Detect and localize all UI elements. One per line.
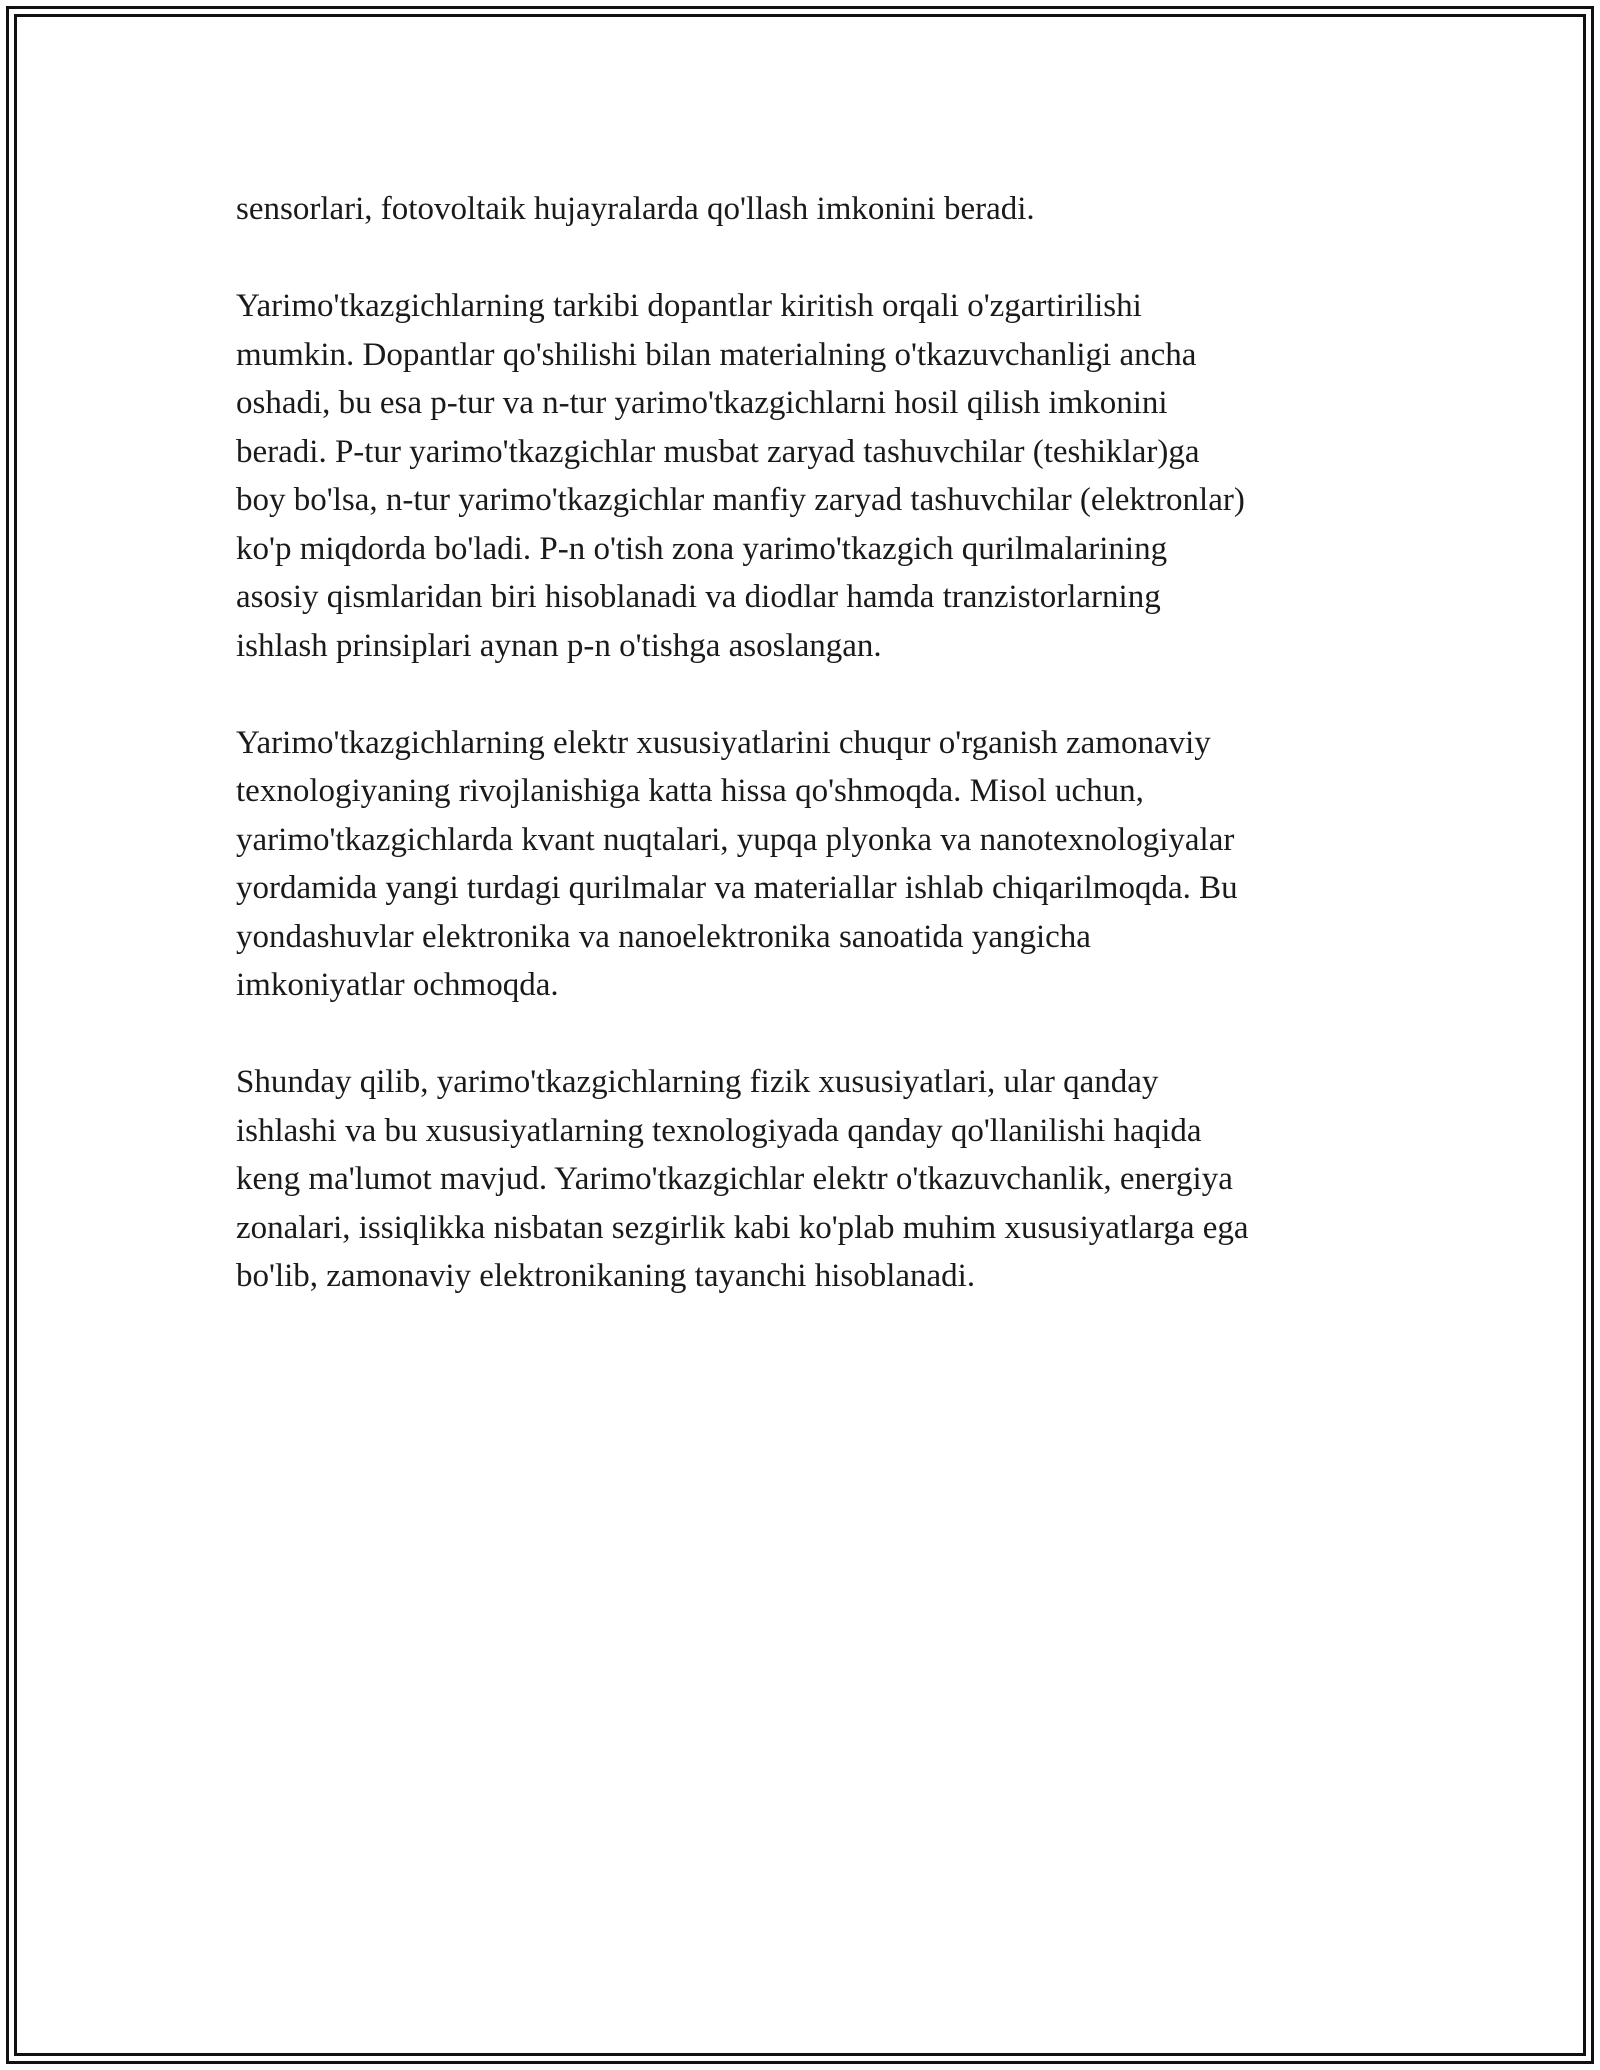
document-body (236, 185, 1376, 1349)
paragraph-4: Shunday qilib, yarimo'tkazgichlarning fizik xususiyatlari, ular qanday ishlashi va bu xususiyatlarning texnologiyada qanday qo'llanilishi haqida keng ma'lumot mavjud. Yarimo'tkazgichlar elektr o'tkazuvchanlik, energiya zonalari, issiqlikka nisbatan sezgirlik kabi ko'plab muhim xususiyatlarga ega bo'lib, zamonaviy elektronikaning tayanchi hisoblanadi. (236, 1064, 1249, 1294)
paragraph-3: Yarimo'tkazgichlarning elektr xususiyatlarini chuqur o'rganish zamonaviy texnologiyaning rivojlanishiga katta hissa qo'shmoqda. Misol uchun, yarimo'tkazgichlarda kvant nuqtalari, yupqa plyonka va nanotexnologiyalar yordamida yangi turdagi qurilmalar va materiallar ishlab chiqarilmoqda. Bu yondashuvlar elektronika va nanoelektronika sanoatida yangicha imkoniyatlar ochmoqda. (236, 724, 1238, 1003)
paragraph-2: Yarimo'tkazgichlarning tarkibi dopantlar kiritish orqali o'zgartirilishi mumkin. Dopantlar qo'shilishi bilan materialning o'tkazuvchanligi ancha oshadi, bu esa p-tur va n-tur yarimo'tkazgichlarni hosil qilish imkonini beradi. P-tur yarimo'tkazgichlar musbat zaryad tashuvchilar (teshiklar)ga boy bo'lsa, n-tur yarimo'tkazgichlar manfiy zaryad tashuvchilar (elektronlar) ko'p miqdorda bo'ladi. P-n o'tish zona yarimo'tkazgich qurilmalarining asosiy qismlaridan biri hisoblanadi va diodlar hamda tranzistorlarning ishlash prinsiplari aynan p-n o'tishga asoslangan. (236, 288, 1245, 664)
paragraph-1: sensorlari, fotovoltaik hujayralarda qo'llash imkonini beradi. (236, 191, 1035, 227)
